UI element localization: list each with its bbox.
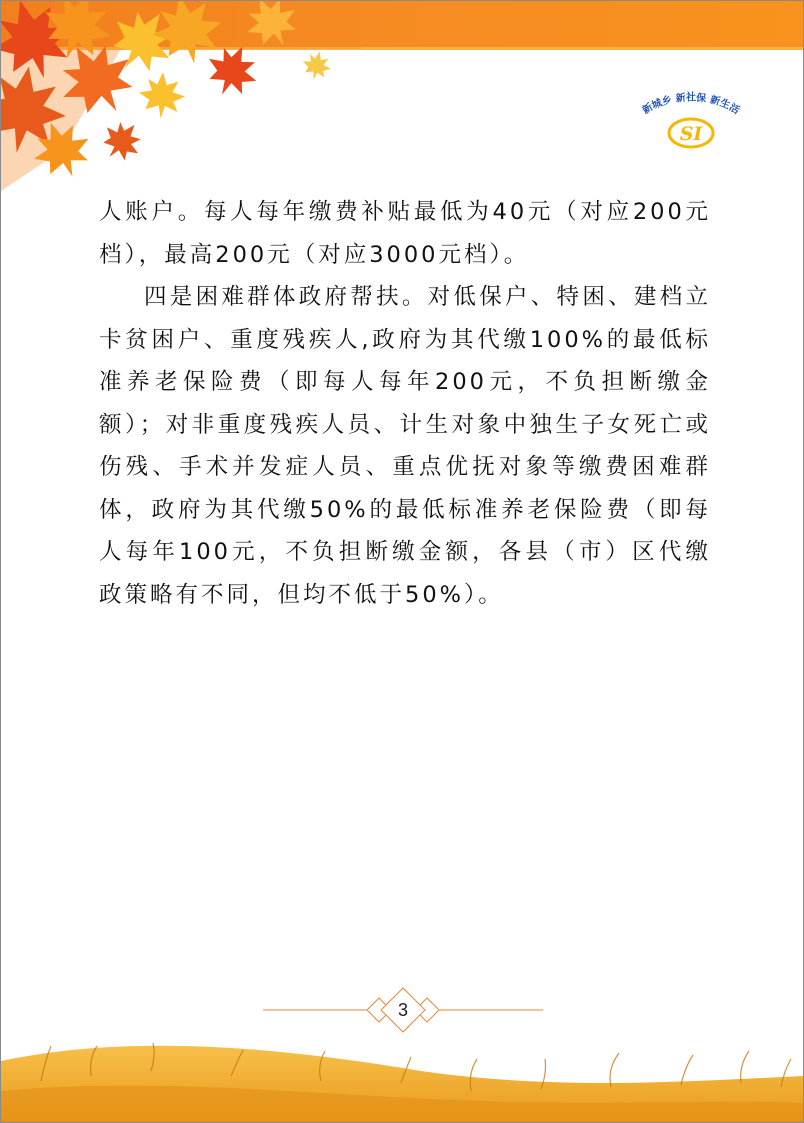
logo-slogan-3: 新生活: [708, 94, 742, 117]
social-security-logo: [621, 87, 761, 157]
logo-slogan-2: 新社保: [675, 92, 707, 105]
logo-slogan: [640, 91, 743, 117]
logo-mark: SI: [679, 123, 703, 145]
logo-slogan-1: 新城乡: [640, 94, 674, 117]
paragraph-1: 人账户。每人每年缴费补贴最低为40元（对应200元档），最高200元（对应3000元档）。: [99, 199, 711, 268]
wheat-field-decoration: [1, 1021, 803, 1122]
paragraph-2: 四是困难群体政府帮扶。对低保户、特困、建档立卡贫困户、重度残疾人,政府为其代缴100%的最低标准养老保险费（即每人每年200元，不负担断缴金额）；对非重度残疾人员、计生对象中独生子女死亡或伤残、手术并发症人员、重点优抚对象等缴费困难群体，政府为其代缴50%的最低标准养老保险费（即每人每年100元，不负担断缴金额，各县（市）区代缴政策略有不同，但均不低于50%）。: [99, 284, 711, 608]
body-text: [99, 191, 711, 616]
maple-leaves-decoration: [1, 1, 361, 191]
page-number: 3: [397, 1000, 408, 1020]
